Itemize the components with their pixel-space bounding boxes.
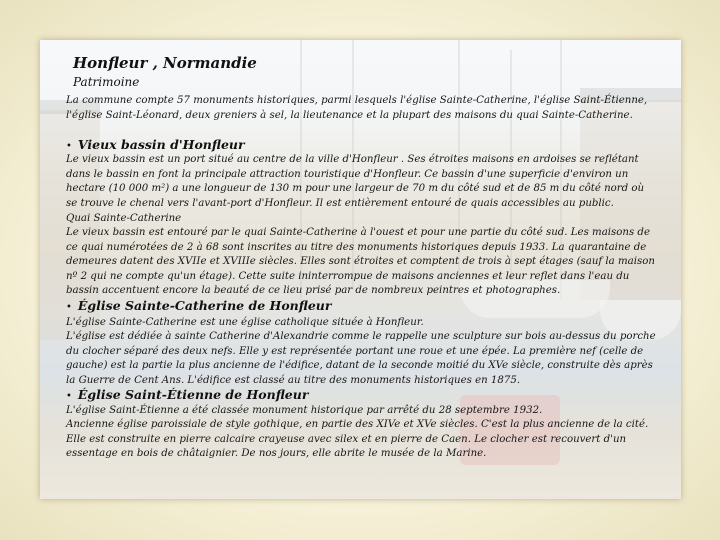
slide-content [40, 40, 681, 499]
bullet-icon: • [66, 302, 72, 313]
vieux-bassin-paragraph: Le vieux bassin est un port situé au centre de la ville d'Honfleur . Ses étroites maisons en ardoises se reflétant dans le bassin en font la principale attraction touristique d'Honfleur. Ce bassin d'une superficie d'environ un hectare (10 000 m²) a une longueur de 130 m pour une largeur de 70 m du côté sud et de 85 m du côté nord où se trouve le chenal vers l'avant-port d'Honfleur. Il est entièrement entouré de quais accessibles au public. [66, 154, 645, 209]
bullet-icon: • [66, 141, 72, 152]
saint-etienne-paragraph: Ancienne église paroissiale de style gothique, en partie des XIVe et XVe siècles. C'est la plus ancienne de la cité. Elle est construite en pierre calcaire crayeuse avec silex et en pierre de Caen. Le clocher est recouvert d'un essentage en bois de châtaignier. De nos jours, elle abrite le musée de la Marine. [66, 419, 649, 460]
section-heading-vieux-bassin: • Vieux bassin d'Honfleur [66, 137, 245, 152]
slide-title: Honfleur , Normandie [73, 54, 257, 72]
section-heading-saint-etienne: • Église Saint-Étienne de Honfleur [66, 387, 309, 402]
intro-paragraph: La commune compte 57 monuments historiques, parmi lesquels l'église Sainte-Catherine, l'église Saint-Étienne, l'église Saint-Léonard, deux greniers à sel, la lieutenance et la plupart des maisons du quai Sainte-Catherine. [66, 95, 648, 121]
sainte-catherine-paragraph: L'église est dédiée à sainte Catherine d'Alexandrie comme le rappelle une sculpture sur bois au-dessus du porche du clocher séparé des deux nefs. Elle y est représentée portant une roue et une épée. La première nef (celle de gauche) est la partie la plus ancienne de l'édifice, datant de la seconde moitié du XVe siècle, construite dès après la Guerre de Cent Ans. L'édifice est classé au titre des monuments historiques en 1875. [66, 331, 656, 386]
saint-etienne-intro: L'église Saint-Étienne a été classée monument historique par arrêté du 28 septembre 1932. [66, 405, 543, 416]
quai-sainte-catherine-paragraph: Le vieux bassin est entouré par le quai Sainte-Catherine à l'ouest et pour une partie du côté sud. Les maisons de ce quai numérotées de 2 à 68 sont inscrites au titre des monuments historiques depuis 1933. La quarantaine de demeures datent des XVIIe et XVIIIe siècles. Elles sont étroites et comptent de trois à sept étages (sauf la maison nº 2 qui ne compte qu'un étage). Cette suite ininterrompue de maisons anciennes et leur reflet dans l'eau du bassin accentuent encore la beauté de ce lieu prisé par de nombreux peintres et photographes. [66, 227, 655, 297]
section-heading-sainte-catherine: • Église Sainte-Catherine de Honfleur [66, 298, 332, 313]
slide-subtitle: Patrimoine [73, 75, 140, 89]
sainte-catherine-intro: L'église Sainte-Catherine est une église catholique située à Honfleur. [66, 317, 424, 328]
quai-sainte-catherine-label: Quai Sainte-Catherine [66, 213, 182, 224]
bullet-icon: • [66, 391, 72, 402]
slide [40, 40, 681, 499]
